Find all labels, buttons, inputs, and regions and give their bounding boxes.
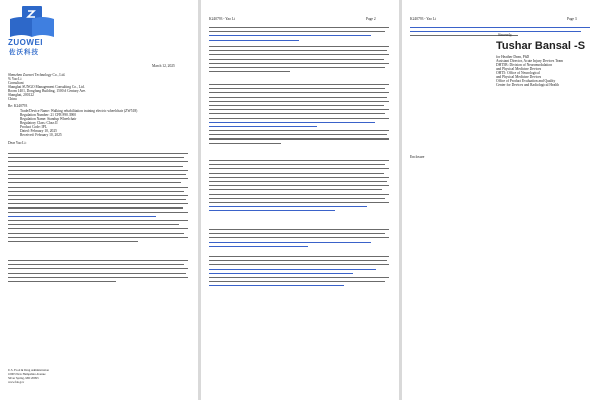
reference-number: Re: K240793 bbox=[8, 104, 28, 108]
device-field: Received: February 10, 2025 bbox=[20, 133, 62, 137]
footer-line: U.S. Food & Drug Administration bbox=[8, 368, 50, 372]
letter-page-1 bbox=[0, 0, 198, 400]
signer-line: Assistant Director, Acute Injury Devices Team bbox=[496, 59, 564, 63]
letter-page-3 bbox=[402, 0, 600, 400]
device-field: Regulation Number: 21 CFR 890.3900 bbox=[20, 113, 77, 117]
page-number: Page 3 bbox=[567, 17, 577, 21]
zuowei-logo-icon bbox=[8, 5, 58, 39]
body-paragraph bbox=[209, 27, 389, 44]
page-header: K240793 - Yao Li bbox=[209, 17, 235, 21]
footer-line: www.fda.gov bbox=[8, 380, 25, 384]
enclosure-label: Enclosure bbox=[410, 155, 425, 159]
signature-name: Tushar Bansal -S bbox=[496, 40, 586, 52]
body-paragraph bbox=[8, 153, 188, 245]
body-paragraph bbox=[8, 260, 188, 285]
address-line: Shanghai SUNGO Management Consulting Co., Ltd. bbox=[8, 85, 85, 89]
address-line: Shanghai, 200122 bbox=[8, 93, 34, 97]
address-line: China bbox=[8, 97, 17, 101]
footer-line: 10903 New Hampshire Avenue bbox=[8, 372, 46, 376]
logo-wordmark: ZUOWEI bbox=[8, 38, 43, 47]
address-line: Consultant bbox=[8, 81, 24, 85]
body-paragraph bbox=[209, 229, 389, 250]
device-field: Trade/Device Name: Walking rehabilitation training electric wheelchair (ZW518) bbox=[20, 109, 138, 113]
signer-line: for Heather Dean, PhD bbox=[496, 55, 530, 59]
logo-chinese: 佐沃科技 bbox=[9, 49, 39, 56]
letter-date: March 12, 2025 bbox=[152, 64, 175, 68]
footer-line: Silver Spring, MD 20993 bbox=[8, 376, 39, 380]
page-header: K240793 - Yao Li bbox=[410, 17, 436, 21]
body-paragraph bbox=[209, 46, 389, 75]
body-paragraph bbox=[209, 256, 389, 290]
device-field: Product Code: IPL bbox=[20, 125, 47, 129]
sincerely-line: Sincerely, bbox=[498, 33, 513, 37]
signer-line: and Physical Medicine Devices bbox=[496, 75, 542, 79]
address-line: % Yao Li bbox=[8, 77, 22, 81]
body-paragraph bbox=[209, 84, 389, 147]
device-field: Regulatory Class: Class II bbox=[20, 121, 58, 125]
signer-line: OHT5: Office of Neurological bbox=[496, 71, 540, 75]
device-field: Dated: February 10, 2025 bbox=[20, 129, 57, 133]
address-line: Room 1401, Dongfang Building, 1500 # Century Ave. bbox=[8, 89, 86, 93]
device-field: Regulation Name: Standup Wheelchair bbox=[20, 117, 77, 121]
salutation: Dear Yao Li: bbox=[8, 141, 27, 145]
signer-line: and Physical Medicine Devices bbox=[496, 67, 542, 71]
letter-page-2 bbox=[201, 0, 399, 400]
signer-line: Center for Devices and Radiological Health bbox=[496, 83, 559, 87]
signer-line: DHT5B: Division of Neuromodulation bbox=[496, 63, 552, 67]
body-paragraph bbox=[209, 160, 389, 214]
page-number: Page 2 bbox=[366, 17, 376, 21]
address-line: Shenzhen Zuowei Technology Co., Ltd. bbox=[8, 73, 66, 77]
signer-line: Office of Product Evaluation and Quality bbox=[496, 79, 556, 83]
